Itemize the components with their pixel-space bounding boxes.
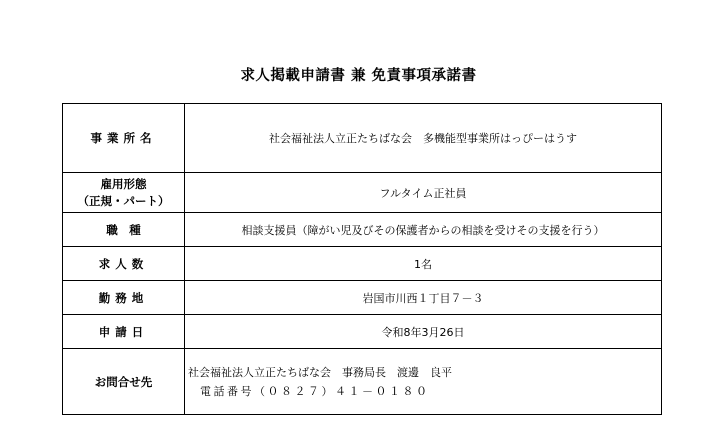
value-work-location: 岩国市川西１丁目７－３ — [185, 281, 662, 315]
row-contact — [63, 349, 662, 415]
value-job-type: 相談支援員（障がい児及びその保護者からの相談を受けその支援を行う） — [185, 213, 662, 247]
row-openings — [63, 247, 662, 281]
row-application-date — [63, 315, 662, 349]
label-employment-type-line1: 雇用形態 — [100, 176, 147, 191]
value-openings: 1名 — [185, 247, 662, 281]
value-employment-type: フルタイム正社員 — [185, 173, 662, 213]
value-contact — [185, 349, 662, 415]
label-contact: お問合せ先 — [63, 349, 185, 415]
row-work-location — [63, 281, 662, 315]
label-employment-type-line2: （正規・パート） — [77, 193, 170, 208]
label-work-location: 勤務地 — [63, 281, 185, 315]
value-office-name: 社会福祉法人立正たちばな会 多機能型事業所はっぴーはうす — [185, 104, 662, 173]
label-employment-type — [63, 173, 185, 213]
value-application-date: 令和8年3月26日 — [185, 315, 662, 349]
label-application-date: 申請日 — [63, 315, 185, 349]
application-form-table — [62, 103, 662, 415]
label-office-name: 事業所名 — [63, 104, 185, 173]
contact-phone: 電話番号（０８２７）４１－０１８０ — [200, 384, 430, 398]
label-openings: 求人数 — [63, 247, 185, 281]
label-job-type: 職 種 — [63, 213, 185, 247]
document-title: 求人掲載申請書 兼 免責事項承諾書 — [240, 68, 477, 84]
contact-organization: 社会福祉法人立正たちばな会 事務局長 渡邊 良平 — [188, 365, 452, 379]
row-job-type — [63, 213, 662, 247]
row-office-name — [63, 104, 662, 173]
row-employment-type — [63, 173, 662, 213]
